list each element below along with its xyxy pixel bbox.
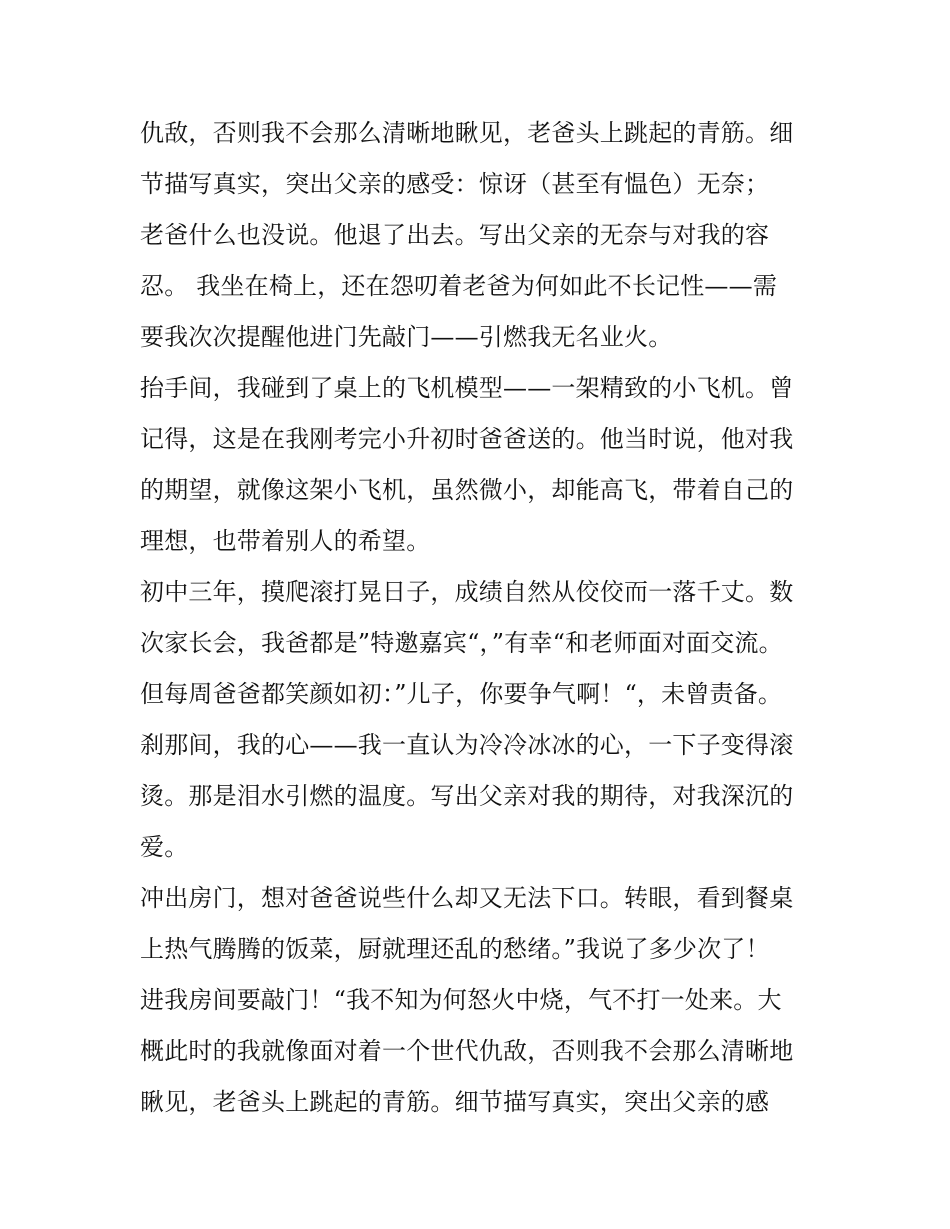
text-line: 刹那间，我的心——我一直认为冷冷冰冰的心，一下子变得滚 xyxy=(140,731,794,759)
text-line: 忍。 我坐在椅上，还在怨叨着老爸为何如此不长记性——需 xyxy=(140,272,778,300)
text-line: 进我房间要敲门！“我不知为何怒火中烧，气不打一处来。大 xyxy=(140,986,782,1014)
text-line: 烫。那是泪水引燃的温度。写出父亲对我的期待，对我深沉的 xyxy=(140,782,794,810)
text-line: 抬手间，我碰到了桌上的飞机模型——一架精致的小飞机。曾 xyxy=(140,374,794,402)
text-line: 记得，这是在我刚考完小升初时爸爸送的。他当时说，他对我 xyxy=(140,425,794,453)
text-line: 但每周爸爸都笑颜如初：”儿子，你要争气啊！“，未曾责备。 xyxy=(140,680,783,708)
text-line: 初中三年，摸爬滚打晃日子，成绩自然从佼佼而一落千丈。数 xyxy=(140,578,794,606)
text-line: 要我次次提醒他进门先敲门——引燃我无名业火。 xyxy=(140,323,673,351)
text-line: 的期望，就像这架小飞机，虽然微小，却能高飞，带着自己的 xyxy=(140,476,794,504)
text-line: 次家长会，我爸都是”特邀嘉宾“，”有幸“和老师面对面交流。 xyxy=(140,629,783,657)
text-line: 冲出房门，想对爸爸说些什么却又无法下口。转眼，看到餐桌 xyxy=(140,884,794,912)
text-line: 爱。 xyxy=(140,833,189,861)
body-text xyxy=(140,108,820,1128)
text-line: 上热气腾腾的饭菜，厨就理还乱的愁绪。”我说了多少次了！ xyxy=(140,935,770,963)
text-line: 瞅见，老爸头上跳起的青筋。细节描写真实，突出父亲的感 xyxy=(140,1088,770,1116)
text-line: 节描写真实，突出父亲的感受：惊讶（甚至有愠色）无奈； xyxy=(140,170,770,198)
text-line: 仇敌，否则我不会那么清晰地瞅见，老爸头上跳起的青筋。细 xyxy=(140,119,794,147)
text-line: 老爸什么也没说。他退了出去。写出父亲的无奈与对我的容 xyxy=(140,221,770,249)
text-line: 理想，也带着别人的希望。 xyxy=(140,527,431,555)
text-line: 概此时的我就像面对着一个世代仇敌，否则我不会那么清晰地 xyxy=(140,1037,794,1065)
